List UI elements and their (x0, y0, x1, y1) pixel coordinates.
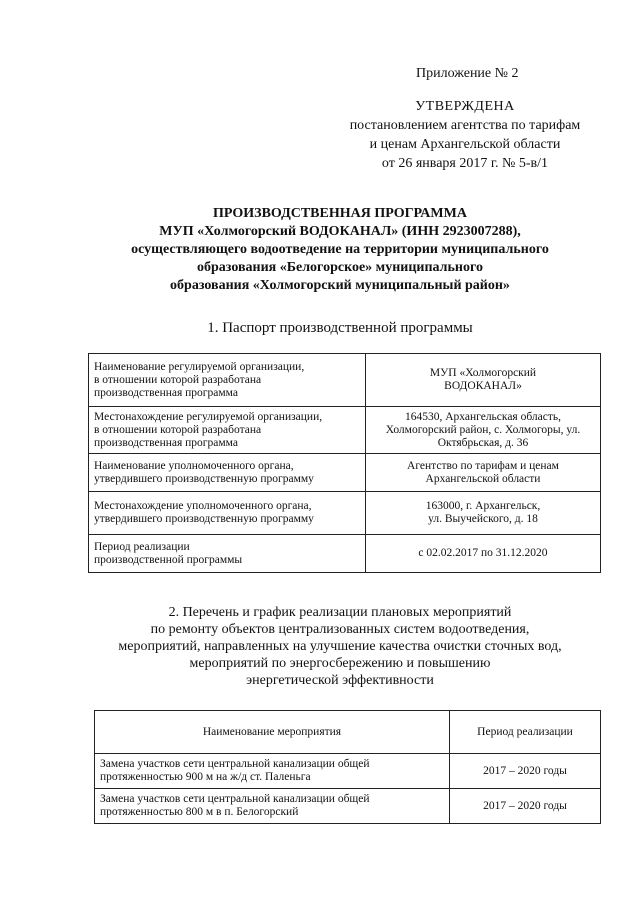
cell-text: протяженностью 900 м на ж/д ст. Паленьга (100, 771, 311, 783)
passport-value-cell (366, 454, 601, 492)
passport-value-cell (366, 535, 601, 573)
cell-text: Замена участков сети центральной канализации общей (100, 793, 370, 805)
table-row (89, 535, 601, 573)
table-row (89, 354, 601, 407)
cell-text: Октябрьская, д. 36 (437, 436, 529, 449)
cell-text: Архангельской области (425, 472, 541, 485)
cell-text: Местонахождение регулируемой организации, (94, 410, 323, 423)
table-row (95, 789, 601, 824)
cell-text: утвердившего производственную программу (94, 513, 314, 525)
passport-label-cell (89, 492, 366, 535)
passport-value-cell (366, 407, 601, 454)
cell-text: Наименование уполномоченного органа, (94, 459, 294, 472)
title-line: МУП «Холмогорский ВОДОКАНАЛ» (ИНН 2923007288), (159, 224, 521, 239)
passport-value-cell (366, 354, 601, 407)
title-line: ПРОИЗВОДСТВЕННАЯ ПРОГРАММА (213, 206, 467, 221)
cell-text: Холмогорский район, с. Холмогоры, ул. (385, 423, 581, 436)
table-row (95, 754, 601, 789)
cell-text: протяженностью 800 м в п. Белогорский (100, 806, 299, 818)
approval-block (330, 97, 600, 173)
activities-table (94, 710, 601, 824)
passport-value-cell (366, 492, 601, 535)
cell-text: в отношении которой разработана (94, 373, 262, 386)
activity-name-cell (95, 754, 450, 789)
cell-text: 164530, Архангельская область, (404, 410, 561, 423)
cell-text: МУП «Холмогорский (429, 367, 537, 379)
table-header-row (95, 711, 601, 754)
passport-label-cell (89, 407, 366, 454)
passport-label-cell (89, 354, 366, 407)
approval-line: постановлением агентства по тарифам (349, 118, 581, 133)
cell-text: производственная программа (94, 436, 238, 449)
title-line: образования «Белогорское» муниципального (196, 260, 483, 275)
passport-label-cell (89, 535, 366, 573)
cell-text: в отношении которой разработана (94, 423, 262, 436)
cell-text: производственной программы (94, 553, 243, 566)
heading-line: 2. Перечень и график реализации плановых мероприятий (168, 605, 512, 620)
title-line: образования «Холмогорский муниципальный район» (170, 278, 510, 293)
activity-name-cell (95, 789, 450, 824)
approval-line: и ценам Архангельской области (369, 137, 561, 152)
heading-line: мероприятий по энергосбережению и повышению (189, 656, 491, 671)
cell-text: с 02.02.2017 по 31.12.2020 (418, 547, 548, 559)
cell-text: Период реализации (94, 540, 190, 553)
cell-text: Замена участков сети центральной канализации общей (100, 758, 370, 770)
heading-line: энергетической эффективности (246, 673, 434, 688)
appendix-number: Приложение № 2 (416, 66, 519, 81)
table-row (89, 492, 601, 535)
passport-label-cell (89, 454, 366, 492)
table-row (89, 454, 601, 492)
section2-heading (90, 604, 590, 689)
approval-heading: УТВЕРЖДЕНА (415, 99, 515, 114)
heading-line: мероприятий, направленных на улучшение качества очистки сточных вод, (118, 639, 562, 654)
table-row (89, 407, 601, 454)
activity-period-cell: 2017 – 2020 годы (450, 754, 601, 789)
cell-text: ул. Выучейского, д. 18 (428, 513, 538, 525)
heading-line: по ремонту объектов централизованных систем водоотведения, (150, 622, 530, 637)
document-title (90, 205, 590, 295)
column-header-period: Период реализации (450, 711, 601, 754)
column-header-name: Наименование мероприятия (95, 711, 450, 754)
cell-text: производственная программа (94, 386, 238, 399)
cell-text: Агентство по тарифам и ценам (407, 459, 559, 472)
section1-heading: 1. Паспорт производственной программы (207, 320, 473, 336)
passport-table (88, 353, 601, 573)
title-line: осуществляющего водоотведение на территории муниципального (131, 242, 549, 257)
cell-text: Местонахождение уполномоченного органа, (94, 500, 312, 512)
activity-period-cell: 2017 – 2020 годы (450, 789, 601, 824)
cell-text: 163000, г. Архангельск, (425, 500, 541, 512)
cell-text: утвердившего производственную программу (94, 472, 314, 485)
cell-text: ВОДОКАНАЛ» (444, 380, 522, 392)
approval-line: от 26 января 2017 г. № 5-в/1 (381, 156, 549, 171)
cell-text: Наименование регулируемой организации, (94, 360, 305, 373)
